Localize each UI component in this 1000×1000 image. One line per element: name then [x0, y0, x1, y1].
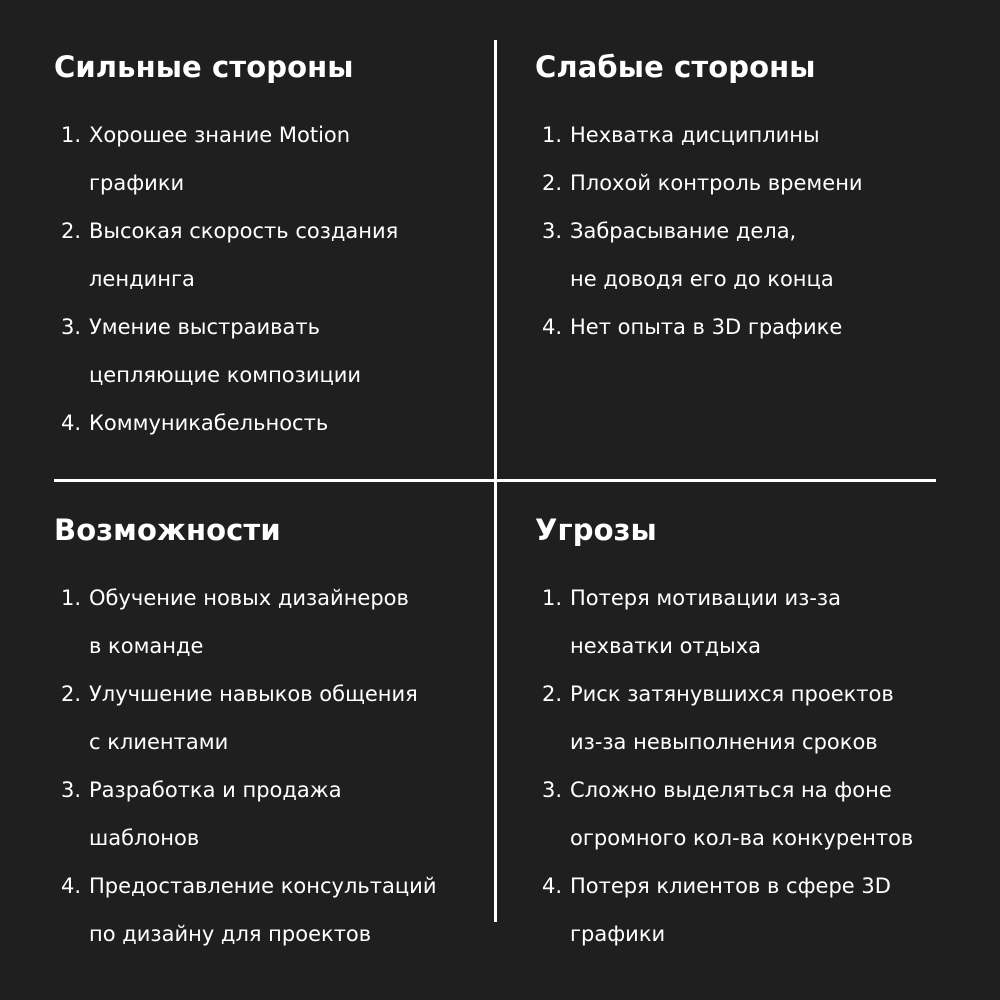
item-number: 2.	[60, 219, 81, 243]
strengths-title: Сильные стороны	[54, 50, 354, 84]
item-text: Нет опыта в 3D графике	[570, 315, 843, 339]
weaknesses-title: Слабые стороны	[535, 50, 816, 84]
opportunities-title: Возможности	[54, 513, 281, 547]
item-number: 3.	[541, 219, 562, 243]
list-item	[535, 766, 975, 862]
item-text: Обучение новых дизайнеров в команде	[89, 586, 409, 658]
item-text: Предоставление консультаций по дизайну для проектов	[89, 874, 437, 946]
item-text: Риск затянувшихся проектов из-за невыполнения сроков	[570, 682, 894, 754]
list-item	[54, 766, 474, 862]
list-item	[535, 303, 975, 351]
item-text: Потеря клиентов в сфере 3D графики	[570, 874, 891, 946]
item-number: 3.	[60, 315, 81, 339]
list-item	[54, 399, 474, 447]
item-text: Коммуникабельность	[89, 411, 329, 435]
item-text: Сложно выделяться на фоне огромного кол-ва конкурентов	[570, 778, 914, 850]
item-number: 3.	[541, 778, 562, 802]
item-text: Плохой контроль времени	[570, 171, 863, 195]
list-item	[535, 159, 975, 207]
list-item	[535, 574, 975, 670]
item-number: 1.	[541, 123, 562, 147]
opportunities-quadrant	[54, 510, 474, 958]
list-item	[54, 862, 474, 958]
item-number: 4.	[60, 411, 81, 435]
item-text: Забрасывание дела, не доводя его до конца	[570, 219, 834, 291]
list-item	[54, 111, 474, 207]
item-text: Улучшение навыков общения с клиентами	[89, 682, 418, 754]
item-number: 3.	[60, 778, 81, 802]
list-item	[54, 574, 474, 670]
list-item	[54, 303, 474, 399]
item-number: 1.	[541, 586, 562, 610]
threats-title: Угрозы	[535, 513, 657, 547]
item-text: Хорошее знание Motion графики	[89, 123, 351, 195]
threats-quadrant	[535, 510, 975, 958]
weaknesses-quadrant	[535, 47, 975, 351]
horizontal-divider	[54, 479, 936, 482]
item-text: Разработка и продажа шаблонов	[89, 778, 342, 850]
list-item	[535, 207, 975, 303]
item-number: 1.	[60, 586, 81, 610]
opportunities-list	[54, 574, 474, 958]
item-number: 2.	[541, 682, 562, 706]
item-number: 2.	[541, 171, 562, 195]
item-text: Умение выстраивать цепляющие композиции	[89, 315, 362, 387]
item-number: 4.	[541, 874, 562, 898]
threats-list	[535, 574, 975, 958]
item-number: 4.	[60, 874, 81, 898]
strengths-quadrant	[54, 47, 474, 447]
item-text: Нехватка дисциплины	[570, 123, 820, 147]
item-number: 2.	[60, 682, 81, 706]
list-item	[535, 670, 975, 766]
item-text: Потеря мотивации из-за нехватки отдыха	[570, 586, 841, 658]
strengths-list	[54, 111, 474, 447]
item-number: 1.	[60, 123, 81, 147]
list-item	[535, 111, 975, 159]
item-text: Высокая скорость создания лендинга	[89, 219, 399, 291]
item-number: 4.	[541, 315, 562, 339]
weaknesses-list	[535, 111, 975, 351]
list-item	[54, 207, 474, 303]
list-item	[54, 670, 474, 766]
list-item	[535, 862, 975, 958]
